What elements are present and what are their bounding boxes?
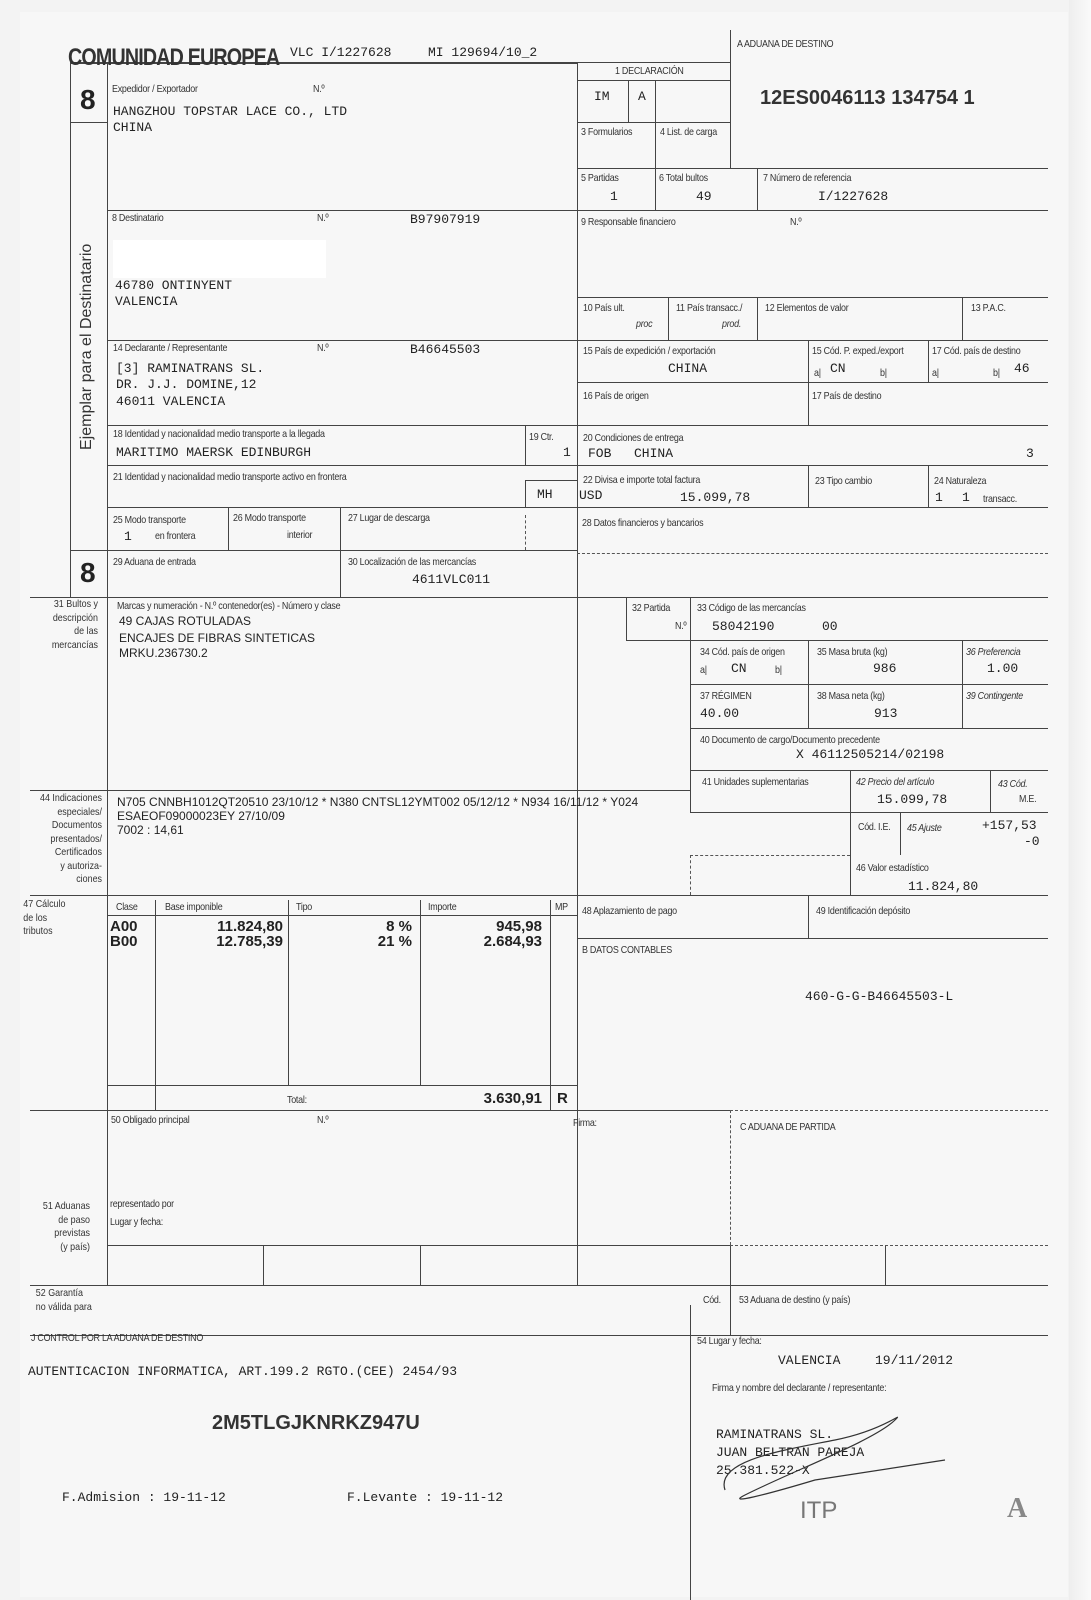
- box48-label: 48 Aplazamiento de pago: [582, 905, 677, 917]
- box40-label: 40 Documento de cargo/Documento precedente: [700, 734, 880, 746]
- form-rule: [850, 770, 851, 895]
- box31-label: Marcas y numeración - N.º contenedor(es) - Número y clase: [117, 600, 341, 612]
- form-rule: [107, 915, 577, 916]
- box5-value: 1: [610, 189, 618, 204]
- box5-label: 5 Partidas: [581, 172, 619, 184]
- signer-company: RAMINATRANS SL.: [716, 1427, 834, 1442]
- box53-label: 53 Aduana de destino (y país): [739, 1294, 851, 1306]
- form-rule: [525, 480, 577, 481]
- form-rule: [577, 382, 1048, 383]
- boxJ-line: AUTENTICACION INFORMATICA, ART.199.2 RGTO.(CEE) 2454/93: [28, 1364, 458, 1379]
- declarant-number: B46645503: [410, 342, 481, 357]
- aduana-destino-label: A ADUANA DE DESTINO: [737, 38, 834, 50]
- goods-line1: 49 CAJAS ROTULADAS: [119, 614, 252, 628]
- form-rule: [577, 168, 1048, 169]
- exporter-country: CHINA: [113, 120, 153, 135]
- tax-importe: 945,98: [496, 918, 542, 935]
- box54-date: 19/11/2012: [875, 1353, 954, 1368]
- copy-number: 8: [80, 84, 96, 115]
- box14-label: 14 Declarante / Representante: [113, 342, 228, 354]
- box45-label: 45 Ajuste: [907, 822, 942, 834]
- form-rule: [808, 465, 809, 507]
- box36-label: 36 Preferencia: [966, 646, 1021, 658]
- box25-sub: en frontera: [155, 530, 196, 542]
- form-rule: [70, 62, 71, 597]
- box31-side-label: 31 Bultos y descripción de las mercancías: [51, 598, 98, 651]
- form-rule: [962, 297, 963, 340]
- box34-value: CN: [731, 661, 747, 676]
- box50-lugar: Lugar y fecha:: [110, 1216, 163, 1228]
- form-rule: [690, 855, 850, 856]
- box19-value: 1: [563, 445, 571, 460]
- box17c-b: b|: [993, 367, 1000, 379]
- form-rule: [288, 900, 289, 1085]
- consignee-number: B97907919: [410, 212, 481, 227]
- box3-label: 3 Formularios: [581, 126, 633, 138]
- box26-label: 26 Modo transporte: [233, 512, 306, 524]
- form-rule: [900, 812, 901, 855]
- box45-v2: -0: [1024, 834, 1040, 849]
- form-rule: [690, 770, 1048, 771]
- box8-no: N.º: [317, 212, 329, 224]
- tax-header-importe: Importe: [428, 901, 457, 913]
- box35-label: 35 Masa bruta (kg): [817, 646, 888, 658]
- form-rule: [690, 1335, 691, 1600]
- form-rule: [525, 480, 526, 507]
- tax-total-mp: R: [557, 1090, 568, 1107]
- tax-header-tipo: Tipo: [296, 901, 313, 913]
- box11-label: 11 País transacc./: [676, 302, 743, 314]
- box12-label: 12 Elementos de valor: [765, 302, 849, 314]
- box8-label: 8 Destinatario: [112, 212, 164, 224]
- form-rule: [668, 297, 669, 340]
- tax-header-clase: Clase: [116, 901, 138, 913]
- box15c-label: 15 Cód. P. exped./export: [812, 345, 904, 357]
- box47-side-text: 47 Cálculo de los tributos: [23, 898, 66, 937]
- box54-sign-label: Firma y nombre del declarante / representante:: [712, 1382, 887, 1394]
- box38-label: 38 Masa neta (kg): [817, 690, 885, 702]
- form-rule: [577, 297, 1048, 298]
- box15-label: 15 País de expedición / exportación: [583, 345, 716, 357]
- box25-value: 1: [124, 529, 132, 544]
- box2-no: N.º: [313, 83, 325, 95]
- box37-label: 37 RÉGIMEN: [700, 690, 752, 702]
- box29-label: 29 Aduana de entrada: [113, 556, 196, 568]
- box11-sub: prod.: [722, 318, 742, 330]
- commodity-code: 58042190: [712, 619, 775, 634]
- box33-label: 33 Código de las mercancías: [697, 602, 806, 614]
- box46-value: 11.824,80: [908, 879, 979, 894]
- boxC-label: C ADUANA DE PARTIDA: [740, 1121, 836, 1133]
- box24-v1: 1: [935, 490, 943, 505]
- box50-label: 50 Obligado principal: [111, 1114, 190, 1126]
- box44-line2: ESAEOF09000023EY 27/10/09: [117, 809, 285, 823]
- form-rule: [525, 515, 526, 550]
- header-ref2: MI 129694/10_2: [428, 45, 538, 60]
- form-rule: [885, 1245, 886, 1285]
- box15-value: CHINA: [668, 361, 708, 376]
- box7-label: 7 Número de referencia: [763, 172, 852, 184]
- form-rule: [30, 790, 690, 791]
- form-rule: [577, 80, 730, 81]
- box6-label: 6 Total bultos: [659, 172, 708, 184]
- box17c-value: 46: [1014, 361, 1030, 376]
- form-rule: [690, 684, 1048, 685]
- box32-sub: N.º: [675, 620, 687, 632]
- box34-a: a|: [700, 664, 707, 676]
- tax-clase: B00: [110, 933, 138, 950]
- form-rule: [577, 938, 1048, 939]
- box26-sub: interior: [287, 529, 313, 541]
- box43-sub: M.E.: [1019, 793, 1037, 805]
- box7-value: I/1227628: [818, 189, 889, 204]
- tax-importe: 2.684,93: [483, 933, 542, 950]
- goods-line2: ENCAJES DE FIBRAS SINTETICAS: [119, 631, 316, 645]
- box30-label: 30 Localización de las mercancías: [348, 556, 477, 568]
- form-rule: [107, 62, 108, 1285]
- boxJ-label: J CONTROL POR LA ADUANA DE DESTINO: [31, 1332, 204, 1344]
- form-rule: [690, 597, 691, 812]
- box16-label: 16 País de origen: [583, 390, 649, 402]
- tax-tipo: 8 %: [386, 918, 412, 935]
- box20-label: 20 Condiciones de entrega: [583, 432, 684, 444]
- box54-place: VALENCIA: [778, 1353, 841, 1368]
- form-rule: [690, 812, 1048, 813]
- copy-number-bottom: 8: [80, 557, 96, 588]
- tax-clase: A00: [110, 918, 138, 935]
- levante-date: F.Levante : 19-11-12: [347, 1490, 504, 1505]
- box20-v1: FOB: [588, 446, 612, 461]
- form-rule: [808, 895, 809, 938]
- redacted-block: [113, 240, 326, 278]
- box22-currency: USD: [579, 488, 603, 503]
- form-rule: [263, 1245, 264, 1285]
- box24-label: 24 Naturaleza: [934, 475, 987, 487]
- form-rule: [107, 1085, 577, 1086]
- box42-label: 42 Precio del artículo: [856, 776, 935, 788]
- commodity-suffix: 00: [822, 619, 838, 634]
- boxB-value: 460-G-G-B46645503-L: [805, 989, 954, 1004]
- form-rule: [757, 168, 758, 210]
- tax-base: 12.785,39: [216, 933, 283, 950]
- box37-value: 40.00: [700, 706, 740, 721]
- box50-rep: representado por: [110, 1198, 174, 1210]
- box23-label: 23 Tipo cambio: [815, 475, 872, 487]
- declarant-line1: [3] RAMINATRANS SL.: [116, 361, 265, 376]
- box2-label: Expedidor / Exportador: [112, 83, 198, 95]
- form-rule: [730, 1245, 1048, 1246]
- box35-value: 986: [873, 661, 897, 676]
- box34-b: b|: [775, 664, 782, 676]
- box13-label: 13 P.A.C.: [971, 302, 1006, 314]
- box47-side-label: [0, 898, 66, 939]
- box20-v3: 3: [1026, 446, 1034, 461]
- box1-label: 1 DECLARACIÓN: [615, 65, 684, 77]
- box22-label: 22 Divisa e importe total factura: [583, 474, 701, 486]
- box20-v2: CHINA: [634, 446, 674, 461]
- form-rule: [70, 122, 107, 123]
- box21-label: 21 Identidad y nacionalidad medio transporte activo en frontera: [113, 471, 347, 483]
- form-rule: [626, 597, 627, 640]
- form-rule: [420, 1245, 421, 1285]
- box40-value: X 46112505214/02198: [796, 747, 945, 762]
- box44-line3: 7002 : 14,61: [117, 823, 184, 837]
- box49-label: 49 Identificación depósito: [816, 905, 911, 917]
- tax-total-label: Total:: [287, 1094, 307, 1106]
- box46-label: 46 Valor estadístico: [856, 862, 929, 874]
- paper-edge: [1069, 0, 1091, 1600]
- form-rule: [990, 770, 991, 812]
- box17c-a: a|: [932, 367, 939, 379]
- box52-side-wrap: [0, 1287, 92, 1314]
- form-rule: [30, 1110, 730, 1111]
- box36-value: 1.00: [987, 661, 1019, 676]
- form-rule: [628, 80, 629, 122]
- authentication-code: 2M5TLGJKNRKZ947U: [212, 1412, 420, 1434]
- box52-cod: Cód.: [703, 1294, 721, 1306]
- box9-no: N.º: [790, 216, 802, 228]
- box44-line1: N705 CNNBH1012QT20510 23/10/12 * N380 CNTSL12YMT002 05/12/12 * N934 16/11/12 * Y024: [117, 795, 639, 809]
- form-rule: [30, 1285, 1048, 1286]
- codie-label: Cód. I.E.: [858, 821, 891, 833]
- box25-label: 25 Modo transporte: [113, 514, 186, 526]
- form-rule: [962, 640, 963, 728]
- signer-id: 25.381.522-X: [716, 1463, 810, 1478]
- itp-mark: ITP: [800, 1497, 838, 1524]
- declarant-line3: 46011 VALENCIA: [116, 394, 226, 409]
- tax-base: 11.824,80: [217, 918, 283, 935]
- form-rule: [730, 1110, 731, 1245]
- box45-v1: +157,53: [982, 818, 1037, 833]
- tax-header-mp: MP: [555, 901, 568, 913]
- form-rule: [525, 425, 526, 465]
- form-rule: [550, 900, 551, 1110]
- form-rule: [577, 553, 1048, 554]
- box54-label: 54 Lugar y fecha:: [697, 1335, 762, 1347]
- copy-label: Ejemplar para el Destinatario: [78, 243, 95, 450]
- form-rule: [577, 62, 730, 63]
- box4-label: 4 List. de carga: [660, 126, 717, 138]
- form-rule: [340, 550, 341, 597]
- box38-value: 913: [874, 706, 898, 721]
- form-rule: [730, 1245, 731, 1335]
- header-ref1: VLC I/1227628: [290, 45, 392, 60]
- box21-value: MH: [537, 487, 553, 502]
- declarant-line2: DR. J.J. DOMINE,12: [116, 377, 257, 392]
- box15c-value: CN: [830, 361, 846, 376]
- box10-sub: proc: [636, 318, 653, 330]
- box28-label: 28 Datos financieros y bancarios: [582, 517, 704, 529]
- aduana-destino-value: 12ES0046113 134754 1: [760, 87, 975, 109]
- box42-value: 15.099,78: [877, 792, 948, 807]
- box18-label: 18 Identidad y nacionalidad medio transporte a la llegada: [113, 428, 325, 440]
- consignee-province: VALENCIA: [115, 294, 178, 309]
- tax-header-base: Base imponible: [165, 901, 223, 913]
- exporter-name: HANGZHOU TOPSTAR LACE CO., LTD: [113, 104, 348, 119]
- box34-label: 34 Cód. país de origen: [700, 646, 785, 658]
- form-rule: [30, 895, 1048, 896]
- tax-total: 3.630,91: [483, 1090, 542, 1107]
- form-rule: [757, 297, 758, 340]
- form-rule: [730, 30, 731, 168]
- box24-sub: transacc.: [983, 493, 1017, 505]
- form-rule: [577, 62, 578, 1285]
- box1-v2: A: [638, 89, 646, 104]
- box24-v2: 1: [962, 490, 970, 505]
- box50-no: N.º: [317, 1114, 329, 1126]
- box14-no: N.º: [317, 342, 329, 354]
- form-rule: [228, 507, 229, 550]
- form-rule: [808, 640, 809, 728]
- box50-firma: Firma:: [573, 1117, 597, 1129]
- handwritten-signature: [705, 1400, 965, 1510]
- box15c-b: b|: [880, 367, 887, 379]
- box1-v1: IM: [594, 89, 610, 104]
- form-rule: [928, 340, 929, 382]
- copy-letter: A: [1007, 1493, 1028, 1524]
- box17c-label: 17 Cód. país de destino: [932, 345, 1021, 357]
- form-rule: [690, 1305, 691, 1335]
- form-rule: [107, 1245, 730, 1246]
- box18-value: MARITIMO MAERSK EDINBURGH: [116, 445, 312, 460]
- form-rule: [730, 1110, 1048, 1111]
- box39-label: 39 Contingente: [966, 690, 1023, 702]
- form-title: COMUNIDAD EUROPEA: [68, 44, 280, 71]
- box9-label: 9 Responsable financiero: [581, 216, 676, 228]
- box43-label: 43 Cód.: [998, 778, 1028, 790]
- goods-line3: MRKU.236730.2: [119, 646, 208, 660]
- box52-side-label: 52 Garantía no válida para: [35, 1287, 92, 1313]
- form-rule: [655, 122, 656, 210]
- consignee-city: 46780 ONTINYENT: [115, 278, 233, 293]
- form-rule: [30, 597, 1048, 598]
- tax-tipo: 21 %: [377, 933, 412, 950]
- box44-side-label: 44 Indicaciones especiales/ Documentos presentados/ Certificados y autoriza- ciones: [39, 792, 102, 885]
- form-rule: [690, 728, 1048, 729]
- boxB-label: B DATOS CONTABLES: [582, 944, 672, 956]
- box6-value: 49: [696, 189, 712, 204]
- form-rule: [655, 80, 656, 122]
- box17-label: 17 País de destino: [812, 390, 882, 402]
- box32-label: 32 Partida: [632, 602, 671, 614]
- form-rule: [70, 550, 577, 551]
- signer-name: JUAN BELTRAN PAREJA: [716, 1445, 865, 1460]
- box15c-a: a|: [814, 367, 821, 379]
- box51-side-label: 51 Aduanas de paso previstas (y país): [42, 1200, 90, 1253]
- box27-label: 27 Lugar de descarga: [348, 512, 430, 524]
- box22-value: 15.099,78: [680, 490, 751, 505]
- box30-value: 4611VLC011: [412, 572, 491, 587]
- form-rule: [577, 122, 730, 123]
- form-rule: [690, 855, 691, 895]
- box10-label: 10 País ult.: [583, 302, 625, 314]
- admision-date: F.Admision : 19-11-12: [62, 1490, 226, 1505]
- form-rule: [808, 340, 809, 425]
- box19-label: 19 Ctr.: [529, 431, 554, 443]
- box41-label: 41 Unidades suplementarias: [702, 776, 809, 788]
- form-rule: [928, 465, 929, 507]
